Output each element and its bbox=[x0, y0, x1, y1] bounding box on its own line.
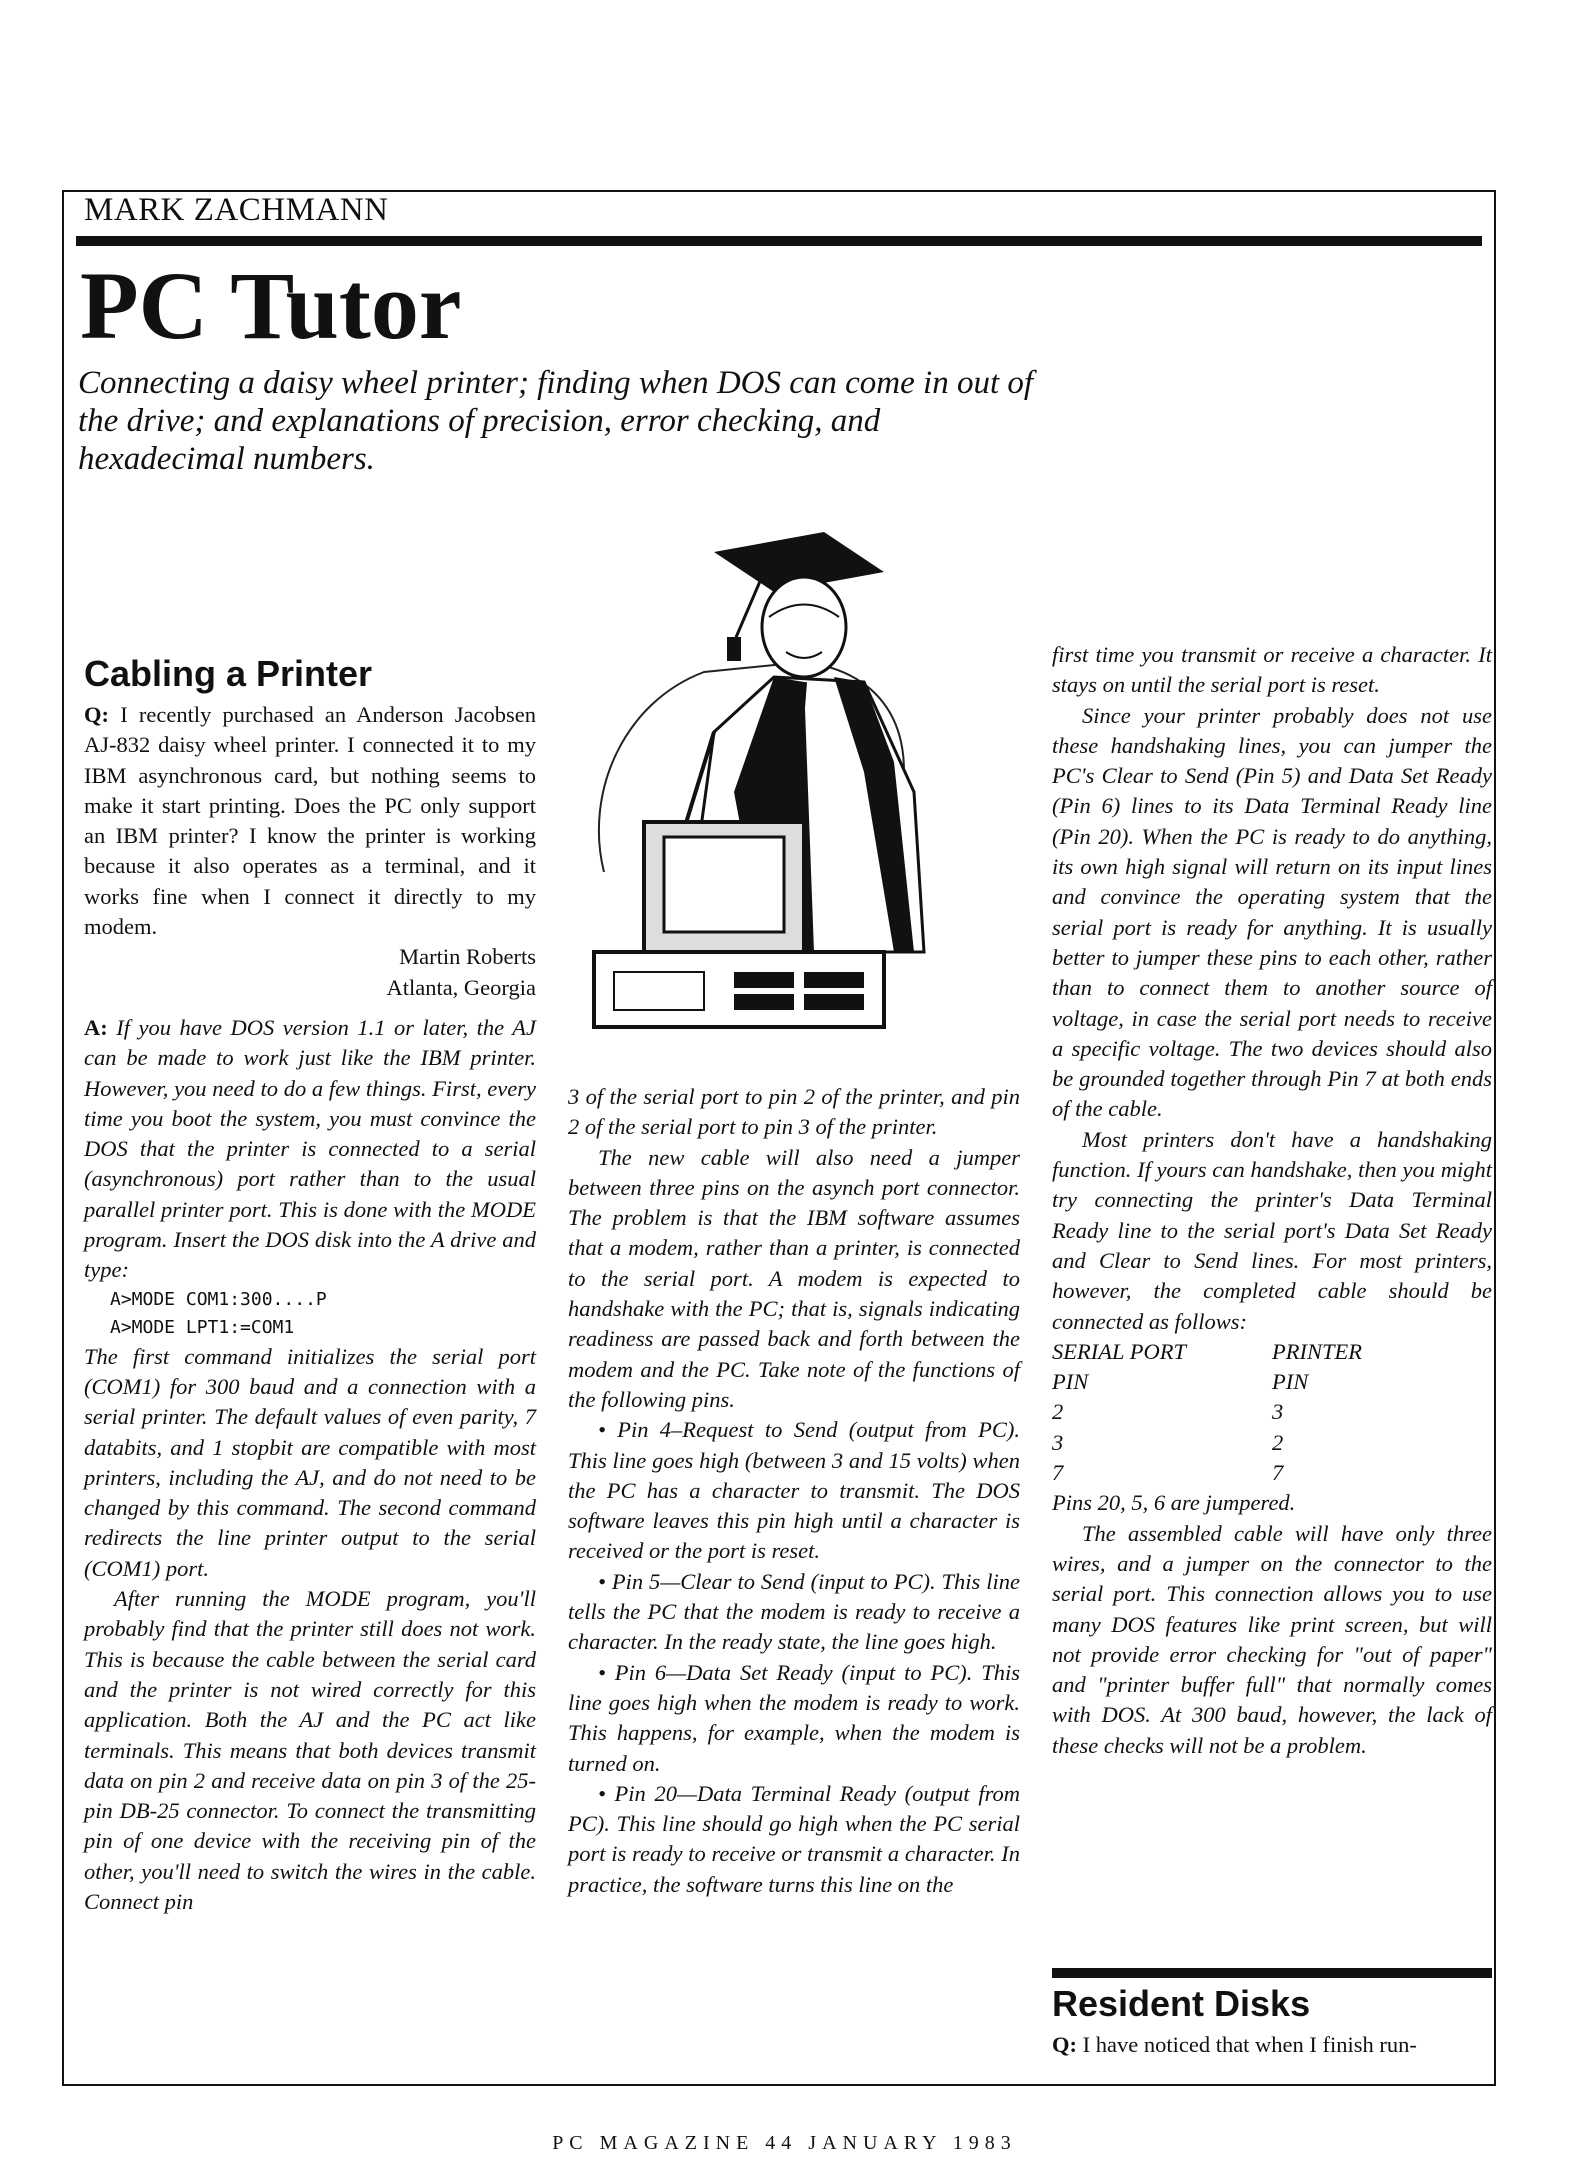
col2-paragraph-2: The new cable will also need a jumper between three pins on the asynch port connector. The problem is that the IBM software assumes that a modem, rather than a printer, is connected to the serial port. A modem is expected to handshake with the PC; that is, signals indicating readiness are passed back and forth between the modem and the PC. Take note of the functions of the following pins. bbox=[568, 1144, 1020, 1412]
table-cell: 7 bbox=[1272, 1460, 1284, 1486]
table-row bbox=[1052, 1428, 1492, 1458]
col3-paragraph-1: first time you transmit or receive a character. It stays on until the serial port is reset. bbox=[1052, 642, 1492, 698]
answer-text-2: The first command initializes the serial port (COM1) for 300 baud and a connection with a serial printer. The default values of even parity, 7 databits, and 1 stopbit are compatible with most printers, including the AJ, and do not need to be changed by this command. The second command redirects the line printer output to the serial (COM1) port. bbox=[84, 1343, 536, 1581]
table-cell: 3 bbox=[1052, 1429, 1064, 1455]
table-subheader-cell: PIN bbox=[1052, 1369, 1089, 1395]
code-line-2: A>MODE LPT1:=COM1 bbox=[110, 1316, 295, 1338]
pin-table bbox=[1052, 1337, 1492, 1488]
pin-4-paragraph: • Pin 4–Request to Send (output from PC). This line goes high (between 3 and 15 volts) when the PC has a character to transmit. The DOS software leaves this pin high until a character is received or the port is reset. bbox=[568, 1417, 1020, 1564]
question-text-2: I have noticed that when I finish run- bbox=[1082, 2032, 1417, 2057]
column-1 bbox=[84, 654, 536, 1917]
top-rule bbox=[76, 236, 1482, 246]
pin-20-paragraph: • Pin 20—Data Terminal Ready (output from PC). This line should go high when the PC serial port is ready to receive or transmit a character. In practice, the software turns this line on the bbox=[568, 1780, 1020, 1897]
table-cell: 2 bbox=[1272, 1429, 1284, 1455]
table-header-cell: PRINTER bbox=[1272, 1338, 1362, 1364]
signature-place: Atlanta, Georgia bbox=[386, 974, 536, 1000]
question-label: Q: bbox=[84, 702, 109, 727]
col3-paragraph-3: Most printers don't have a handshaking function. If yours can handshake, then you might try connecting the printer's Data Terminal Ready line to the serial port's Data Set Ready and Clear to Send lines. For most printers, however, the completed cable should be connected as follows: bbox=[1052, 1126, 1492, 1334]
professor-illustration bbox=[564, 532, 1034, 1082]
section-heading-cabling: Cabling a Printer bbox=[84, 653, 373, 694]
table-subheader-row bbox=[1052, 1367, 1492, 1397]
answer-text-1: If you have DOS version 1.1 or later, the AJ can be made to work just like the IBM printer. However, you need to do a few things. First, every time you boot the system, you must convince the DOS that the printer is connected to a serial (asynchronous) port rather than to the usual parallel printer port. This is done with the MODE program. Insert the DOS disk into the A drive and type: bbox=[84, 1014, 536, 1283]
col3-paragraph-2: Since your printer probably does not use these handshaking lines, you can jumper the PC's Clear to Send (Pin 5) and Data Set Ready (Pin 6) lines to its Data Terminal Ready line (Pin 20). When the PC is ready to do anything, its own high signal will return on its input lines and convince the operating system that the serial port is ready for anything. It is usually better to jumper these pins to each other, rather than to connect them to another source of voltage, in case the serial port needs to receive a specific voltage. The two devices should also be grounded together through Pin 7 at both ends of the cable. bbox=[1052, 702, 1492, 1122]
question-label: Q: bbox=[1052, 2032, 1077, 2057]
table-cell: 3 bbox=[1272, 1399, 1284, 1425]
question-text: I recently purchased an Anderson Jacobsen AJ-832 daisy wheel printer. I connected it to my IBM asynchronous card, but nothing seems to make it start printing. Does the PC only support an IBM printer? I know the printer is working because it also operates as a terminal, and it works fine when I connect it directly to my modem. bbox=[84, 702, 537, 940]
article-deck: Connecting a daisy wheel printer; finding when DOS can come in out of the drive; and explanations of precision, error checking, and hexadecimal numbers. bbox=[78, 365, 1034, 477]
question-paragraph bbox=[84, 700, 536, 942]
column-3 bbox=[1052, 640, 1492, 1761]
col3-paragraph-4: Pins 20, 5, 6 are jumpered. bbox=[1052, 1490, 1296, 1516]
pin-6-paragraph: • Pin 6—Data Set Ready (input to PC). This line goes high when the modem is ready to work. This happens, for example, when the modem is turned on. bbox=[568, 1659, 1020, 1776]
answer-text-3: After running the MODE program, you'll probably find that the printer still does not work. This is because the cable between the serial card and the printer is not wired correctly for this application. Both the AJ and the PC act like terminals. This means that both devices transmit data on pin 2 and receive data on pin 3 of the 25-pin DB-25 connector. To connect the transmitting pin of one device with the receiving pin of the other, you'll need to switch the wires in the cable. Connect pin bbox=[84, 1586, 536, 1914]
signature-name: Martin Roberts bbox=[399, 944, 536, 970]
column-2 bbox=[568, 1082, 1020, 1900]
column-3-bottom bbox=[1052, 1984, 1492, 2060]
question-paragraph-2 bbox=[1052, 2030, 1492, 2060]
pin-5-paragraph: • Pin 5—Clear to Send (input to PC). This line tells the PC that the modem is ready to receive a character. In the ready state, the line goes high. bbox=[568, 1568, 1020, 1655]
table-header-cell: SERIAL PORT bbox=[1052, 1338, 1186, 1364]
table-row bbox=[1052, 1397, 1492, 1427]
table-row bbox=[1052, 1458, 1492, 1488]
answer-label: A: bbox=[84, 1014, 108, 1040]
author-byline: MARK ZACHMANN bbox=[84, 192, 389, 228]
col3-paragraph-5: The assembled cable will have only three wires, and a jumper on the connector to the serial port. This connection allows you to use many DOS features like print screen, but will not provide error checking for "out of paper" and "printer buffer full" that normally comes with DOS. At 300 baud, however, the lack of these checks will not be a problem. bbox=[1052, 1520, 1492, 1758]
code-line-1: A>MODE COM1:300....P bbox=[110, 1288, 327, 1310]
table-header-row bbox=[1052, 1337, 1492, 1367]
table-subheader-cell: PIN bbox=[1272, 1369, 1309, 1395]
table-cell: 7 bbox=[1052, 1460, 1064, 1486]
page-footer: PC MAGAZINE 44 JANUARY 1983 bbox=[552, 2132, 1017, 2154]
article-frame bbox=[62, 190, 1496, 2086]
section-heading-resident-disks: Resident Disks bbox=[1052, 1983, 1311, 2024]
table-cell: 2 bbox=[1052, 1399, 1064, 1425]
article-title: PC Tutor bbox=[80, 252, 462, 359]
section-rule bbox=[1052, 1968, 1492, 1978]
answer-paragraph bbox=[84, 1013, 536, 1286]
col2-paragraph-1: 3 of the serial port to pin 2 of the printer, and pin 2 of the serial port to pin 3 of the printer. bbox=[568, 1084, 1020, 1140]
